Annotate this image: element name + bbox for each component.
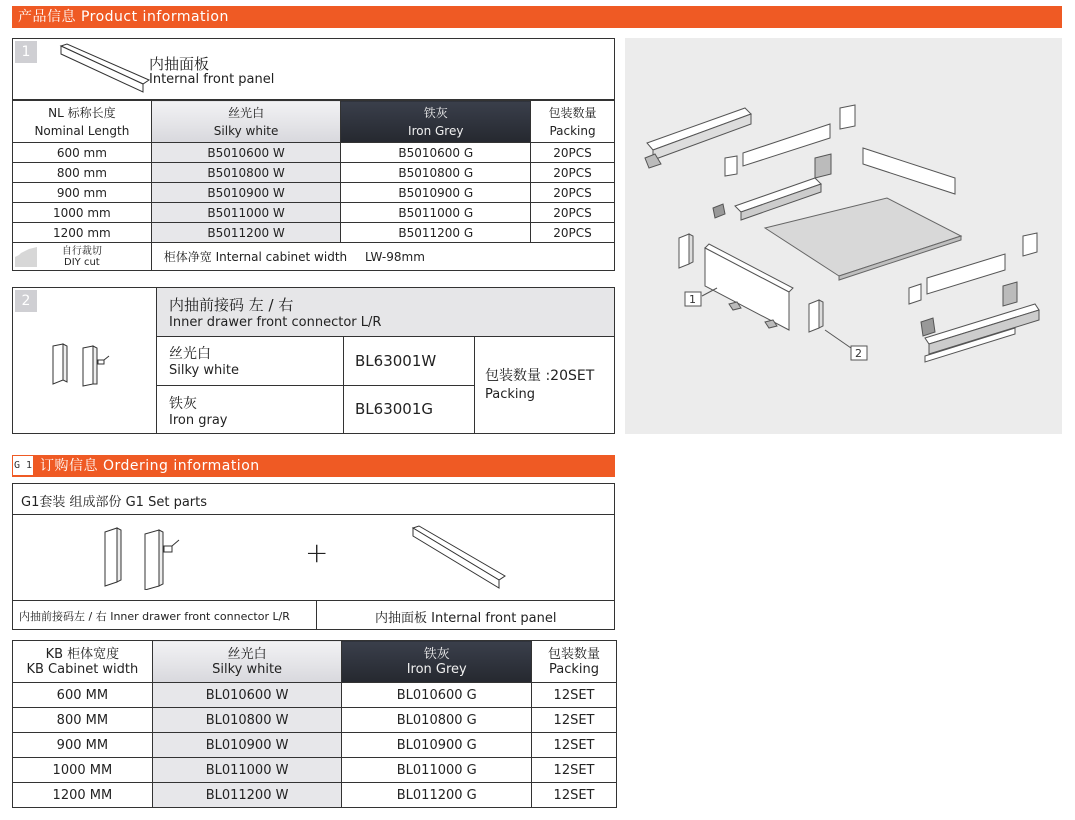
row-width: 800 MM [13,708,153,733]
row-packing: 20PCS [531,163,615,183]
opt2-color-cn: 铁灰 [169,396,197,412]
section2-row-divider [157,385,474,386]
row-width: 1000 MM [13,758,153,783]
header-packing [531,101,615,143]
table-row [13,758,617,783]
section1-table-header [13,101,615,143]
header-iron-cn: 铁灰 [423,105,448,120]
section2-col-divider1 [343,336,344,433]
section2-number: 2 [15,290,37,312]
header-packing-en: Packing [549,123,596,138]
row-grey-code: BL010600 G [342,683,532,708]
header-iron-grey [342,641,532,683]
diy-note-cell [151,243,614,271]
g1-left-label: 内抽前接码左 / 右 Inner drawer front connector L/R [19,610,290,623]
row-white-code: BL010800 W [152,708,342,733]
row-packing: 20PCS [531,203,615,223]
table-row [13,143,615,163]
opt2-color-en: Iron gray [169,413,228,428]
header-packing [532,641,617,683]
row-packing: 20PCS [531,143,615,163]
g1-set-box [12,483,615,630]
row-length: 1000 mm [13,203,152,223]
connector-icon [49,340,119,388]
header-silky-en: Silky white [212,661,283,677]
opt1-code: BL63001W [355,352,437,370]
row-length: 600 mm [13,143,152,163]
row-grey-code: BL011200 G [342,783,532,808]
row-grey-code: B5011200 G [341,223,531,243]
table-row [13,183,615,203]
row-grey-code: BL010900 G [342,733,532,758]
diy-formula: LW-98mm [364,249,425,264]
g1-set-title: G1套装 组成部份 G1 Set parts [21,495,207,510]
header-iron-grey [341,101,531,143]
header-silky-white [151,101,341,143]
header-silky-white [152,641,342,683]
kb-table [12,640,617,808]
section2-title-cn: 内抽前接码 左 / 右 [169,296,294,314]
table-row [13,223,615,243]
product-info-banner: 产品信息 Product information [12,6,1062,28]
row-grey-code: B5010800 G [341,163,531,183]
g1-right-label: 内抽面板 Internal front panel [375,611,557,626]
row-packing: 20PCS [531,223,615,243]
header-nominal-length [13,101,152,143]
header-packing-cn: 包装数量 [548,105,597,120]
opt1-color-cn: 丝光白 [169,346,211,362]
row-grey-code: BL011000 G [342,758,532,783]
section2 [12,287,615,434]
opt2-code: BL63001G [355,400,433,418]
table-row [13,683,617,708]
row-packing: 12SET [532,683,617,708]
header-silky-en: Silky white [213,123,279,138]
header-silky-cn: 丝光白 [227,646,267,662]
table-row [13,733,617,758]
row-white-code: B5010900 W [151,183,341,203]
header-silky-cn: 丝光白 [228,105,265,120]
panel-icon [57,42,153,94]
diy-cut-cell [13,243,152,271]
section2-title-cell [157,288,614,337]
section1-title-en: Internal front panel [149,72,275,87]
g1-connector-icon [101,520,197,590]
opt1-color-en: Silky white [169,363,239,378]
row-grey-code: B5010900 G [341,183,531,203]
callout-1: 1 [689,293,696,306]
section2-title-en: Inner drawer front connector L/R [169,315,382,330]
diy-cut-cn: 自行裁切 [61,245,102,257]
table-row [13,203,615,223]
header-packing-cn: 包装数量 [548,646,601,662]
g1-panel-icon [409,522,509,592]
row-packing: 12SET [532,783,617,808]
header-iron-en: Iron Grey [406,661,467,677]
drawer-exploded-diagram [625,38,1062,434]
section1-table [12,100,615,271]
section1-title-cn: 内抽面板 [149,55,210,73]
row-width: 1200 MM [13,783,153,808]
row-white-code: B5011000 W [151,203,341,223]
row-white-code: BL011200 W [152,783,342,808]
row-packing: 12SET [532,708,617,733]
diy-note: 柜体净宽 Internal cabinet width [163,249,348,264]
row-white-code: BL010600 W [152,683,342,708]
row-length: 900 mm [13,183,152,203]
row-width: 600 MM [13,683,153,708]
header-packing-en: Packing [549,661,600,677]
g1-title-divider [13,514,614,515]
plus-sign: + [305,536,329,569]
row-grey-code: B5011000 G [341,203,531,223]
row-white-code: B5011200 W [151,223,341,243]
table-row [13,783,617,808]
row-packing: 20PCS [531,183,615,203]
g1-tag: G 1 [12,455,34,476]
row-white-code: BL011000 W [152,758,342,783]
saw-cut-icon [15,247,37,267]
ordering-info-banner: 订购信息 Ordering information [12,455,615,477]
header-length-cn: NL 标称长度 [48,105,116,120]
g1-label-top-divider [13,600,614,601]
row-white-code: B5010800 W [151,163,341,183]
callout-2: 2 [855,347,862,360]
row-packing: 12SET [532,733,617,758]
row-length: 1200 mm [13,223,152,243]
row-grey-code: BL010800 G [342,708,532,733]
diy-cut-en: DIY cut [64,256,100,268]
header-iron-en: Iron Grey [408,123,464,138]
header-kb-cn: KB 柜体宽度 [45,646,120,662]
section1-header [12,38,615,100]
section2-packing-en: Packing [485,387,536,402]
header-length-en: Nominal Length [34,123,130,138]
drawer-diagram-svg [625,38,1062,434]
section2-col-divider2 [474,336,475,433]
row-width: 900 MM [13,733,153,758]
header-iron-cn: 铁灰 [423,646,450,662]
kb-table-header [13,641,617,683]
diy-row [13,243,615,271]
header-kb-en: KB Cabinet width [26,661,139,677]
table-row [13,163,615,183]
header-kb-width [13,641,153,683]
row-white-code: B5010600 W [151,143,341,163]
section1-number: 1 [15,41,37,63]
row-white-code: BL010900 W [152,733,342,758]
row-length: 800 mm [13,163,152,183]
table-row [13,708,617,733]
section2-packing-cn: 包装数量 :20SET [485,368,595,384]
row-packing: 12SET [532,758,617,783]
row-grey-code: B5010600 G [341,143,531,163]
g1-label-mid-divider [316,600,317,629]
